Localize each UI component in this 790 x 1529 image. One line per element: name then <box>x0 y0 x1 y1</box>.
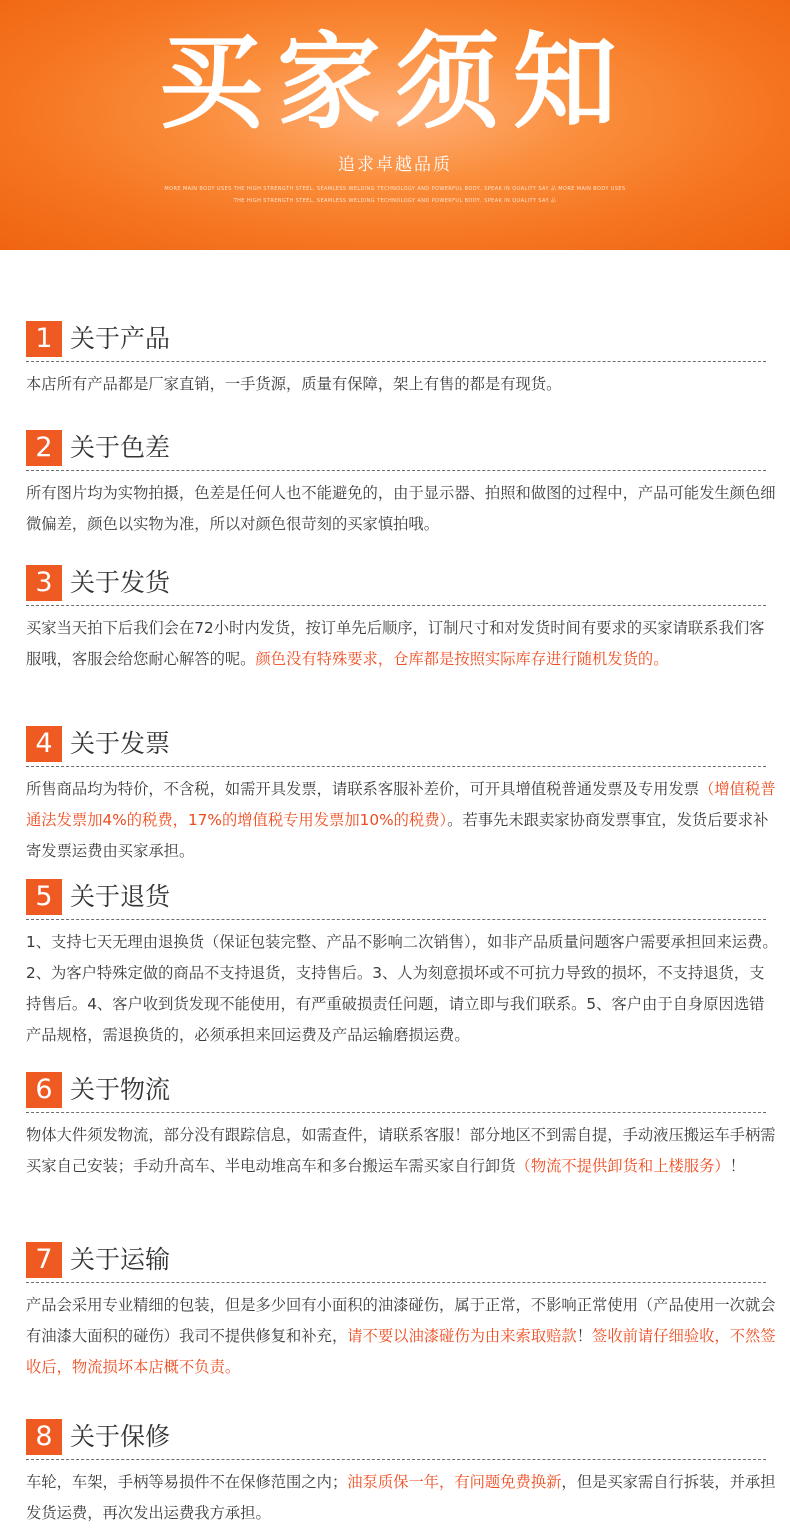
section-title: 关于退货 <box>70 882 171 911</box>
section-number-badge: 3 <box>26 565 62 601</box>
section-header <box>0 321 790 357</box>
section-number-badge: 1 <box>26 321 62 357</box>
section-number-badge: 4 <box>26 726 62 762</box>
section-logistics <box>0 1072 790 1182</box>
section-title: 关于产品 <box>70 324 171 353</box>
section-header <box>0 1419 790 1455</box>
body-text: 本店所有产品都是厂家直销，一手货源，质量有保障，架上有售的都是有现货。 <box>26 375 562 393</box>
section-number-badge: 2 <box>26 430 62 466</box>
dashed-divider <box>26 1282 766 1283</box>
highlight-text-2: 签收前请仔细验收，不然签收后，物流损坏本店概不负责。 <box>26 1327 776 1376</box>
section-header <box>0 1242 790 1278</box>
banner-subtitle: 追求卓越品质 <box>338 155 452 175</box>
body-text: 物体大件须发物流，部分没有跟踪信息，如需查件，请联系客服！部分地区不到需自提，手动液压搬运车手柄需买家自己安装；手动升高车、半电动堆高车和多台搬运车需买家自行卸货 <box>26 1126 776 1175</box>
body-text: 产品会采用专业精细的包装，但是多少回有小面积的油漆碰伤，属于正常，不影响正常使用（产品使用一次就会有油漆大面积的碰伤）我司不提供修复和补充， <box>26 1296 776 1345</box>
section-number-badge: 5 <box>26 879 62 915</box>
section-shipping <box>0 565 790 675</box>
dashed-divider <box>26 361 766 362</box>
section-title: 关于色差 <box>70 433 171 462</box>
body-text-continued: ，但是买家需自行拆装，并承担发货运费，再次发出运费我方承担。 <box>26 1473 776 1522</box>
dashed-divider <box>26 919 766 920</box>
section-body <box>26 1467 778 1529</box>
section-body <box>26 1120 778 1182</box>
section-transport <box>0 1242 790 1383</box>
highlight-text: （物流不提供卸货和上楼服务） <box>515 1157 730 1175</box>
section-header <box>0 1072 790 1108</box>
highlight-text: 请不要以油漆碰伤为由来索取赔款 <box>347 1327 577 1345</box>
body-text-continued: 。若事先未跟卖家协商发票事宜，发货后要求补寄发票运费由买家承担。 <box>26 811 769 860</box>
dashed-divider <box>26 766 766 767</box>
dashed-divider <box>26 470 766 471</box>
body-text-continued: ！ <box>729 1157 745 1175</box>
section-body <box>26 774 778 867</box>
body-text: 买家当天拍下后我们会在72小时内发货，按订单先后顺序，订制尺寸和对发货时间有要求的买家请联系我们客服哦，客服会给您耐心解答的呢。 <box>26 619 765 668</box>
section-invoice <box>0 726 790 867</box>
section-header <box>0 879 790 915</box>
section-title: 关于保修 <box>70 1422 171 1451</box>
highlight-text: （增值税普通法发票加4%的税费，17%的增值税专用发票加10%的税费） <box>26 780 776 829</box>
section-title: 关于发票 <box>70 729 171 758</box>
section-number-badge: 7 <box>26 1242 62 1278</box>
body-text-continued: ！ <box>576 1327 593 1345</box>
dashed-divider <box>26 605 766 606</box>
section-returns <box>0 879 790 1051</box>
banner-title: 买家须知 <box>158 21 631 143</box>
banner-fine-print-1: MORE MAIN BODY USES THE HIGH STRENGTH STEEL, SEAMLESS WELDING TECHNOLOGY AND POWERFUL BODY, SPEAK IN QUALITY SAY 品 MORE MAIN BODY USES <box>164 186 626 192</box>
section-color-difference <box>0 430 790 540</box>
section-title: 关于运输 <box>70 1245 171 1274</box>
body-text: 所售商品均为特价，不含税，如需开具发票，请联系客服补差价，可开具增值税普通发票及专用发票 <box>26 780 700 798</box>
highlight-text: 颜色没有特殊要求，仓库都是按照实际库存进行随机发货的。 <box>255 650 669 668</box>
dashed-divider <box>26 1459 766 1460</box>
section-number-badge: 8 <box>26 1419 62 1455</box>
section-body <box>26 1290 778 1383</box>
highlight-text: 油泵质保一年，有问题免费换新 <box>347 1473 562 1491</box>
section-header <box>0 726 790 762</box>
section-number-badge: 6 <box>26 1072 62 1108</box>
section-title: 关于物流 <box>70 1075 171 1104</box>
section-warranty <box>0 1419 790 1529</box>
section-body <box>26 478 778 540</box>
body-text: 所有图片均为实物拍摄，色差是任何人也不能避免的，由于显示器、拍照和做图的过程中，产品可能发生颜色细微偏差，颜色以实物为准，所以对颜色很苛刻的买家慎拍哦。 <box>26 484 776 533</box>
banner-fine-print-2: THE HIGH STRENGTH STEEL, SEAMLESS WELDING TECHNOLOGY AND POWERFUL BODY, SPEAK IN QUALITY SAY 品 <box>233 198 557 204</box>
section-body <box>26 927 778 1051</box>
section-body <box>26 369 778 400</box>
section-header <box>0 430 790 466</box>
section-body <box>26 613 778 675</box>
section-title: 关于发货 <box>70 568 171 597</box>
body-text: 车轮，车架，手柄等易损件不在保修范围之内； <box>26 1473 348 1491</box>
dashed-divider <box>26 1112 766 1113</box>
body-text: 1、支持七天无理由退换货（保证包装完整、产品不影响二次销售），如非产品质量问题客户需要承担回来运费。2、为客户特殊定做的商品不支持退货，支持售后。3、人为刻意损坏或不可抗力导致的损坏，不支持退货，支持售后。4、客户收到货发现不能使用，有严重破损责任问题，请立即与我们联系。5、客户由于自身原因选错产品规格，需退换货的，必须承担来回运费及产品运输磨损运费。 <box>26 933 778 1044</box>
section-products <box>0 321 790 400</box>
section-header <box>0 565 790 601</box>
header-banner <box>0 0 790 250</box>
